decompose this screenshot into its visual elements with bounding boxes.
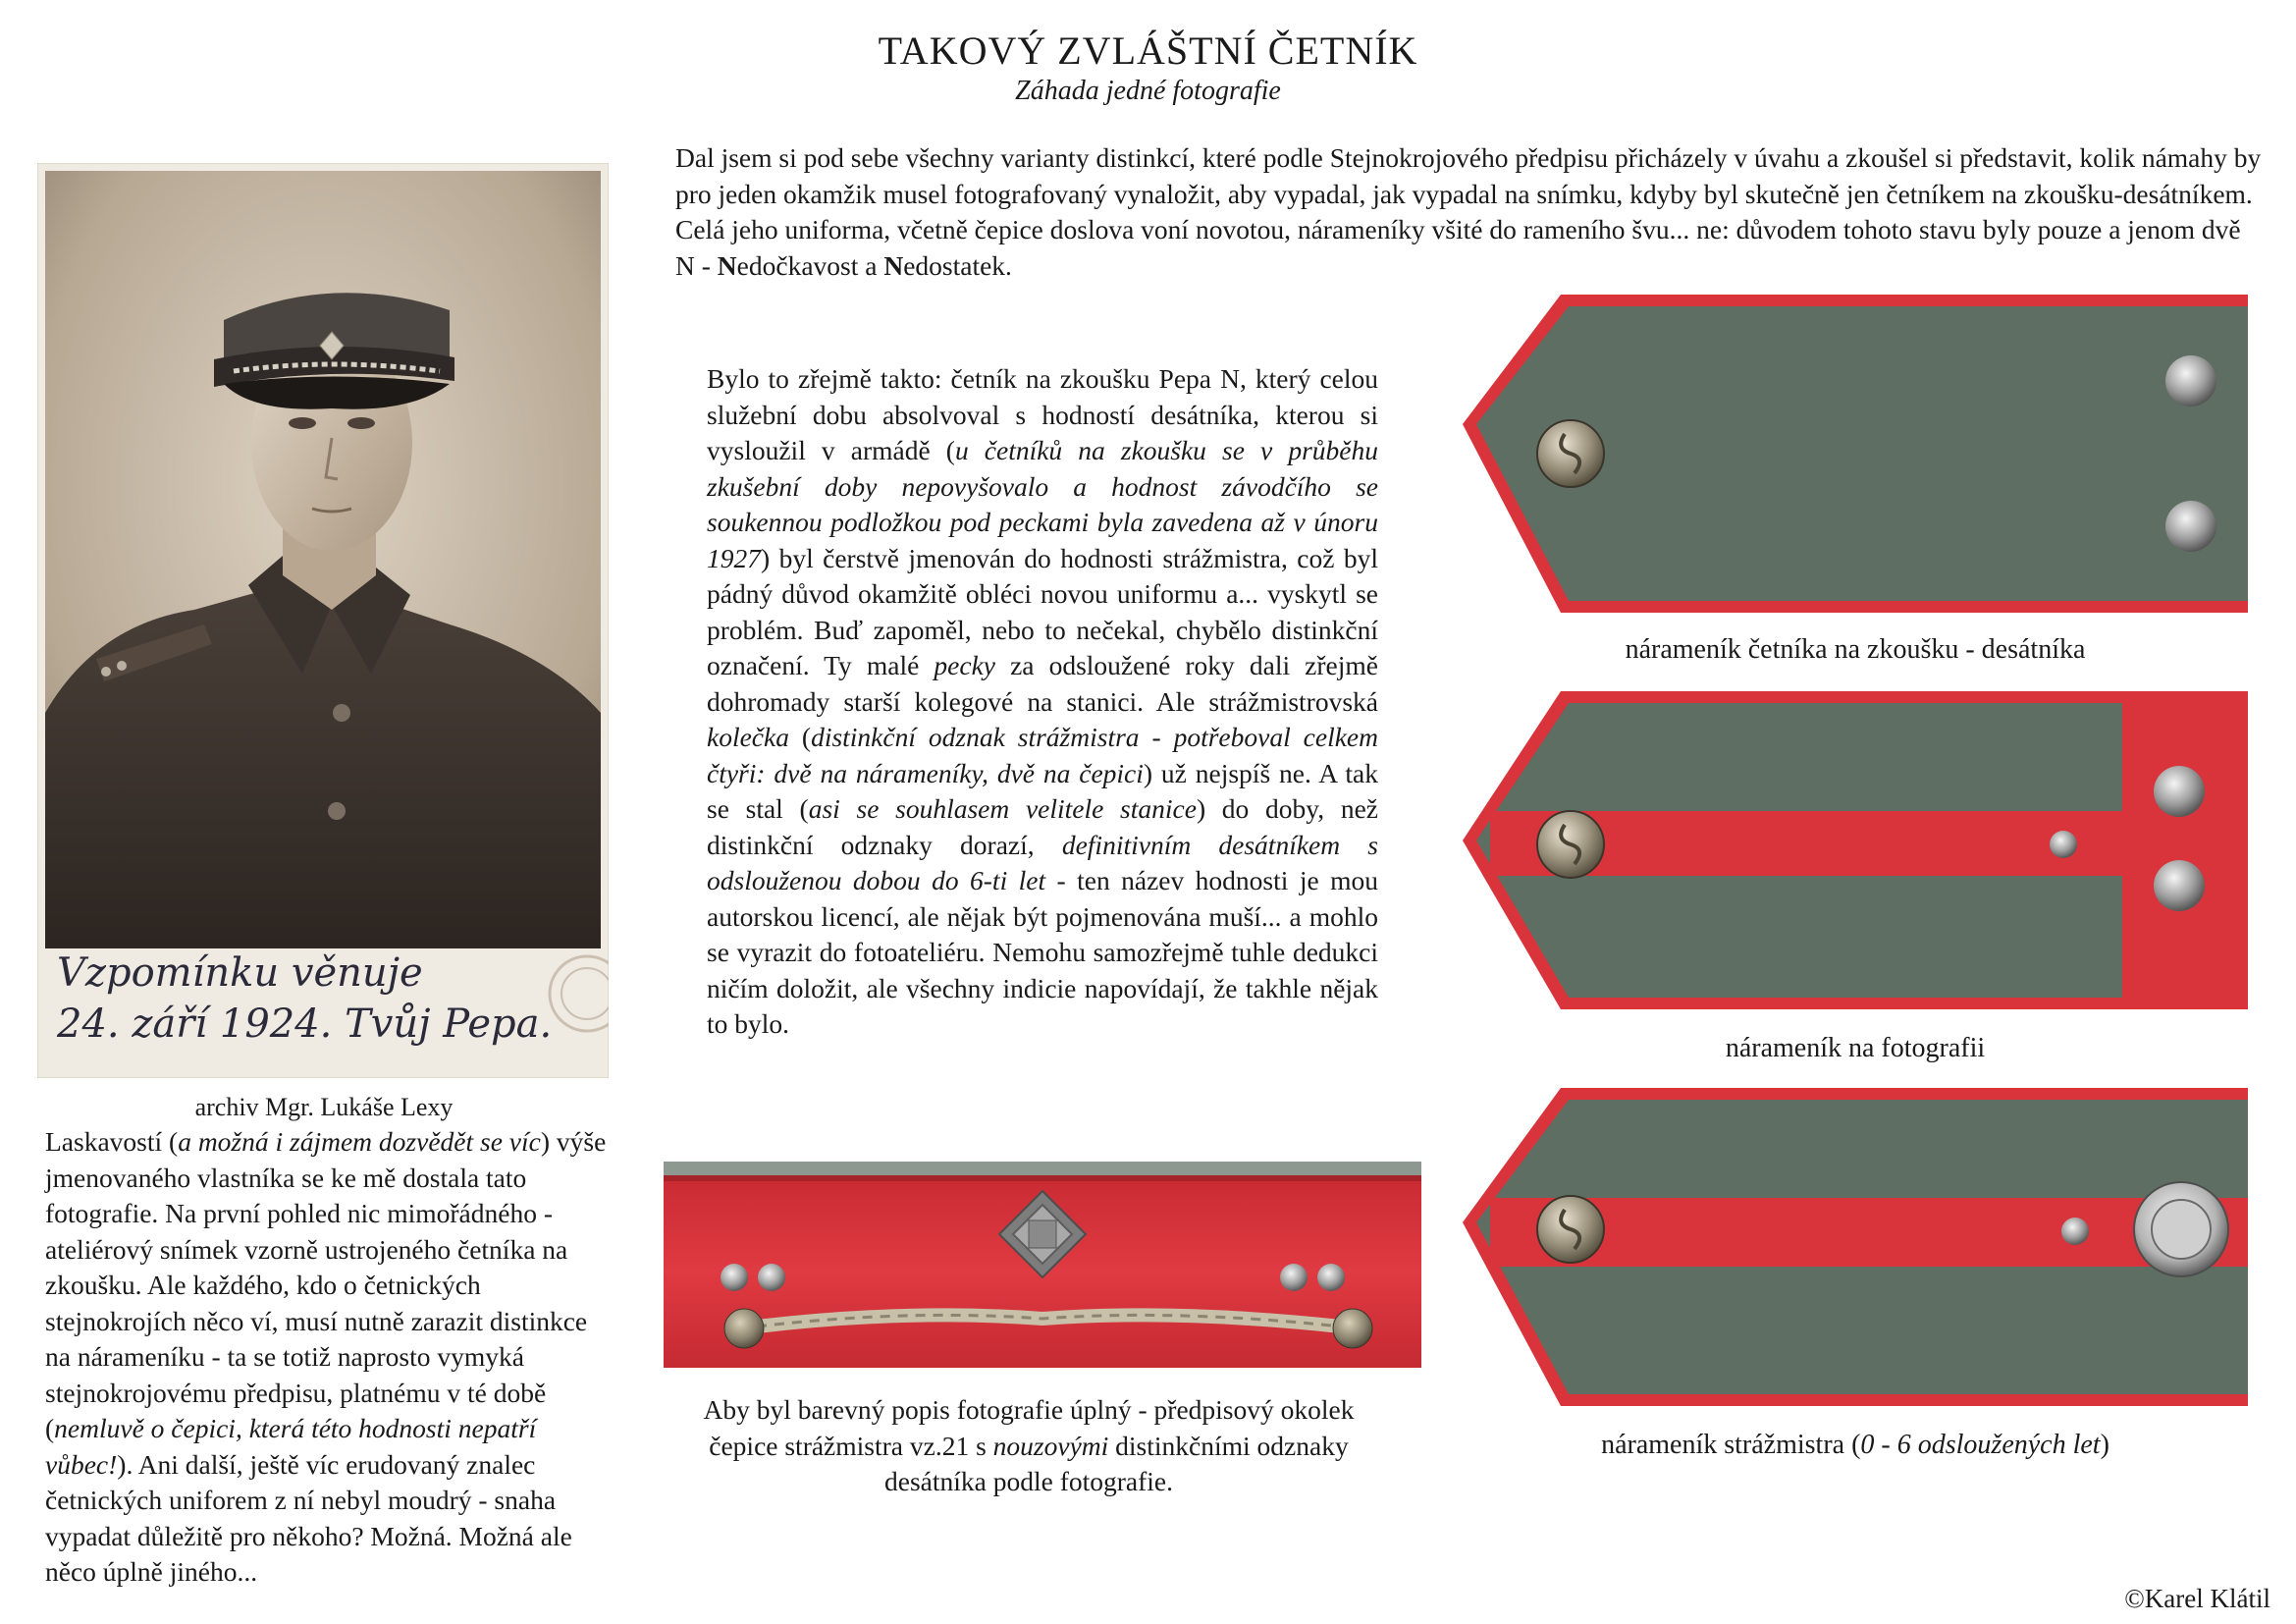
intro-text: Dal jsem si pod sebe všechny varianty distinkcí, které podle Stejnokrojového předpisu přicházely v úvahu a zkoušel si představit, kolik námahy by pro jeden okamžik musel fotografovaný vynaložit, aby vypadal, jak vypadal na snímku, kdyby byl skutečně jen četníkem na zkoušku-desátníkem. Celá jeho uniforma, včetně čepice doslova voní novotou, nárameníky všité do rameního švu... ne: důvodem tohoto stavu byly pouze a jenom dvě N - <box>675 142 2262 281</box>
story-text-6: ) do doby, než distinkční odznaky dorazí, <box>707 793 1378 860</box>
cap-caption-text-1: Aby byl barevný popis fotografie úplný - předpisový okolek čepice strážmistra vz.21 s <box>703 1394 1355 1461</box>
cap-band-illustration <box>664 1162 1421 1368</box>
cap-caption-italic: nouzovými <box>992 1430 1109 1461</box>
intro-paragraph <box>675 140 2266 284</box>
page-subtitle: Záhada jedné fotografie <box>1015 76 1281 106</box>
story-italic-4: distinkční odznak strážmistra - potřeboval celkem čtyři: dvě na nárameníky, dvě na čepici <box>707 722 1378 788</box>
page-title: TAKOVÝ ZVLÁŠTNÍ ČETNÍK <box>878 28 1418 73</box>
story-paragraph <box>707 361 1378 1043</box>
story-text-1: Bylo to zřejmě takto: četník na zkoušku Pepa N, který celou služební dobu absolvoval s hodností desátníka, kterou si vysloužil v armádě ( <box>707 363 1378 465</box>
epaulette-3-small-stud <box>2061 1218 2089 1245</box>
story-text-4: ( <box>788 722 812 752</box>
left-paragraph <box>45 1124 614 1591</box>
cap-cord-button-right <box>1333 1309 1372 1348</box>
epaulette-3-caption-text-2: ) <box>2100 1430 2109 1460</box>
epaulette-probationer-corporal <box>1463 287 2248 621</box>
epaulette-3-caption-italic: 0 - 6 odsloužených let <box>1860 1430 2101 1460</box>
story-text-2: ) byl čerstvě jmenován do hodnosti strážmistra, což byl pádný důvod okamžitě obléci novou uniformu a... vyskytl se problém. Buď zapoměl, nebo to nečekal, chybělo distinkční označení. Ty malé <box>707 542 1378 680</box>
left-text-1: Laskavostí ( <box>45 1126 179 1157</box>
epaulette-2-small-stud <box>2050 831 2077 858</box>
copyright-author: Karel Klátil <box>2144 1584 2270 1613</box>
epaulette-3-caption <box>1463 1429 2248 1462</box>
photo-inscription-line2: 24. září 1924. Tvůj Pepa. <box>57 1001 553 1047</box>
story-text-3: za odsloužené roky dali zřejmě dohromady starší kolegové na stanici. Ale strážmistrovská <box>707 650 1378 717</box>
epaulette-constable <box>1463 1080 2248 1414</box>
portrait-photograph <box>37 163 609 1078</box>
story-italic-6: definitivním desátníkem s odslouženou dobou do 6-ti let <box>707 829 1379 895</box>
cap-stud-right-2 <box>1317 1264 1345 1291</box>
cap-chin-cord <box>757 1315 1341 1326</box>
epaulette-2-stud-2 <box>2154 860 2205 911</box>
story-italic-5: asi se souhlasem velitele stanice <box>808 793 1197 824</box>
photo-credit: archiv Mgr. Lukáše Lexy <box>194 1093 454 1121</box>
left-text-3: ). Ani další, ještě víc erudovaný znalec četnických uniforem z ní nebyl moudrý - snaha vypadat důležitě pro někoho? Možná. Možná ale něco úplně jiného... <box>45 1448 572 1587</box>
epaulette-2-stud-1 <box>2154 766 2205 817</box>
cap-stud-right-1 <box>1280 1264 1308 1291</box>
copyright-notice <box>2124 1584 2270 1614</box>
epaulette-1-stud-2 <box>2165 501 2216 552</box>
story-text-5: ) už nejspíš ne. A tak se stal ( <box>707 757 1378 824</box>
epaulette-on-photograph <box>1463 683 2248 1017</box>
left-text-italic-1: a možná i zájmem dozvědět se víc <box>178 1126 541 1157</box>
intro-word2: edostatek. <box>903 249 1012 281</box>
left-text-italic-2: nemluvě o čepici, která této hodnosti nepatří vůbec! <box>45 1413 537 1480</box>
epaulette-1-caption: nárameník četníka na zkoušku - desátníka <box>1625 634 2086 665</box>
epaulette-2-red-end <box>2122 691 2248 1009</box>
photo-inscription-line1: Vzpomínku věnuje <box>57 950 423 996</box>
cap-cord-button-left <box>724 1309 764 1348</box>
story-italic-1: u četníků na zkoušku se v průběhu zkušební doby nepovyšovalo a hodnost závodčího se soukennou podložkou pod peckami byla zavedena až v únoru 1927 <box>707 435 1378 573</box>
copyright-icon: © <box>2124 1584 2145 1613</box>
epaulette-1-stud-1 <box>2165 355 2216 406</box>
story-text-7: - ten název hodnosti je mou autorskou licencí, ale nějak být pojmenována muší... a mohlo se vyrazit do fotoateliéru. Nemohu samozřejmě tuhle dedukci ničím doložit, ale všechny indicie napovídají, že takhle nějak to bylo. <box>707 865 1378 1039</box>
cap-stud-left-2 <box>758 1264 785 1291</box>
epaulette-2-caption: nárameník na fotografii <box>1725 1033 1986 1063</box>
story-italic-2: pecky <box>934 650 995 680</box>
intro-n2: N <box>883 249 904 281</box>
cap-stud-left-1 <box>721 1264 748 1291</box>
cap-caption-text-2: distinkčními odznaky desátníka podle fotografie. <box>884 1430 1349 1496</box>
left-text-2: ) výše jmenovaného vlastníka se ke mě dostala tato fotografie. Na první pohled nic mimořádného - ateliérový snímek vzorně ustrojeného četníka na zkoušku. Ale každého, kdo o četnických stejnokrojích něco ví, musí nutně zarazit distinkce na nárameníku - ta se totiž naprosto vymyká stejnokrojovému předpisu, platnému v té době ( <box>45 1126 607 1443</box>
story-italic-3: kolečka <box>707 722 789 752</box>
intro-n1: N <box>717 249 737 281</box>
intro-word1: edočkavost a <box>736 249 884 281</box>
epaulette-3-caption-text-1: nárameník strážmistra ( <box>1601 1430 1861 1460</box>
cap-band-caption <box>675 1392 1382 1500</box>
